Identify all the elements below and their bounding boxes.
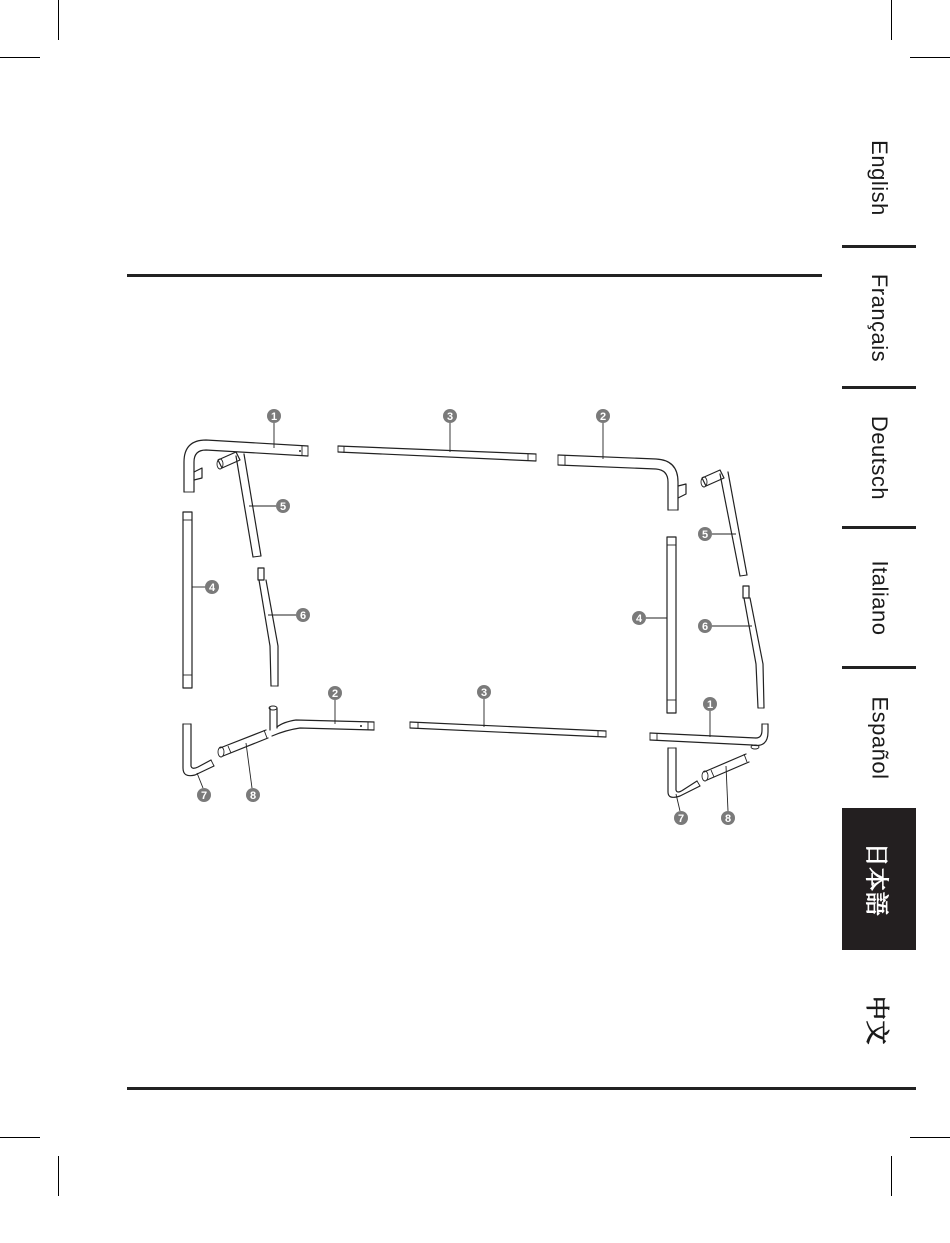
part-7-left [183,724,214,776]
callout-3-bottom [477,685,491,699]
callout-number: 3 [446,411,454,423]
callout-number: 8 [724,813,732,825]
callout-7-left [197,788,211,802]
part-8-left [218,730,268,757]
callout-number: 7 [677,813,685,825]
lang-tab-label: Deutsch [867,415,892,500]
callout-6-left [296,608,310,622]
callout-6-right [698,619,712,633]
callout-number: 6 [701,621,709,633]
part-3-bottom [410,722,606,737]
lang-tab-label: Italiano [867,560,893,635]
callout-number: 7 [200,790,208,802]
callout-number: 1 [706,699,714,711]
part-6-right [743,586,764,708]
callout-2-bottom [328,686,342,700]
lang-tab-label: English [867,139,892,216]
part-5-top-left [217,452,261,557]
callout-1-top [267,409,281,423]
callout-number: 4 [208,582,216,594]
callout-5-right [698,527,712,541]
callout-number: 4 [635,613,643,625]
callout-4-right [632,611,646,625]
lang-tab-label: Français [867,273,893,362]
lang-tab-label: Español [867,695,893,780]
callout-5-left [276,499,290,513]
callout-7-right [674,811,688,825]
callout-number: 5 [279,501,287,513]
part-4-left [183,512,192,688]
callout-8-left [246,788,260,802]
part-3-top [338,446,536,461]
part-5-top-right [701,470,747,576]
callout-8-right [721,811,735,825]
callout-number: 2 [599,411,607,423]
callout-number: 1 [270,411,278,423]
part-2-bottom-left [269,706,374,736]
lang-tab-label: 中文 [862,995,890,1045]
part-6-left [258,568,278,686]
callout-number: 6 [299,610,307,622]
part-8-right [702,754,749,781]
callout-2-top [596,409,610,423]
lang-tab-label: 日本語 [862,842,890,916]
part-7-right [668,748,700,797]
part-4-right [667,537,676,713]
callout-4-left [205,580,219,594]
part-1-bottom-right [650,724,768,749]
part-2-top-right [558,455,686,510]
callout-number: 2 [331,688,339,700]
callout-number: 5 [701,529,709,541]
callout-number: 3 [480,687,488,699]
callout-3-top [443,409,457,423]
callout-1-bottom [703,697,717,711]
callout-number: 8 [249,790,257,802]
